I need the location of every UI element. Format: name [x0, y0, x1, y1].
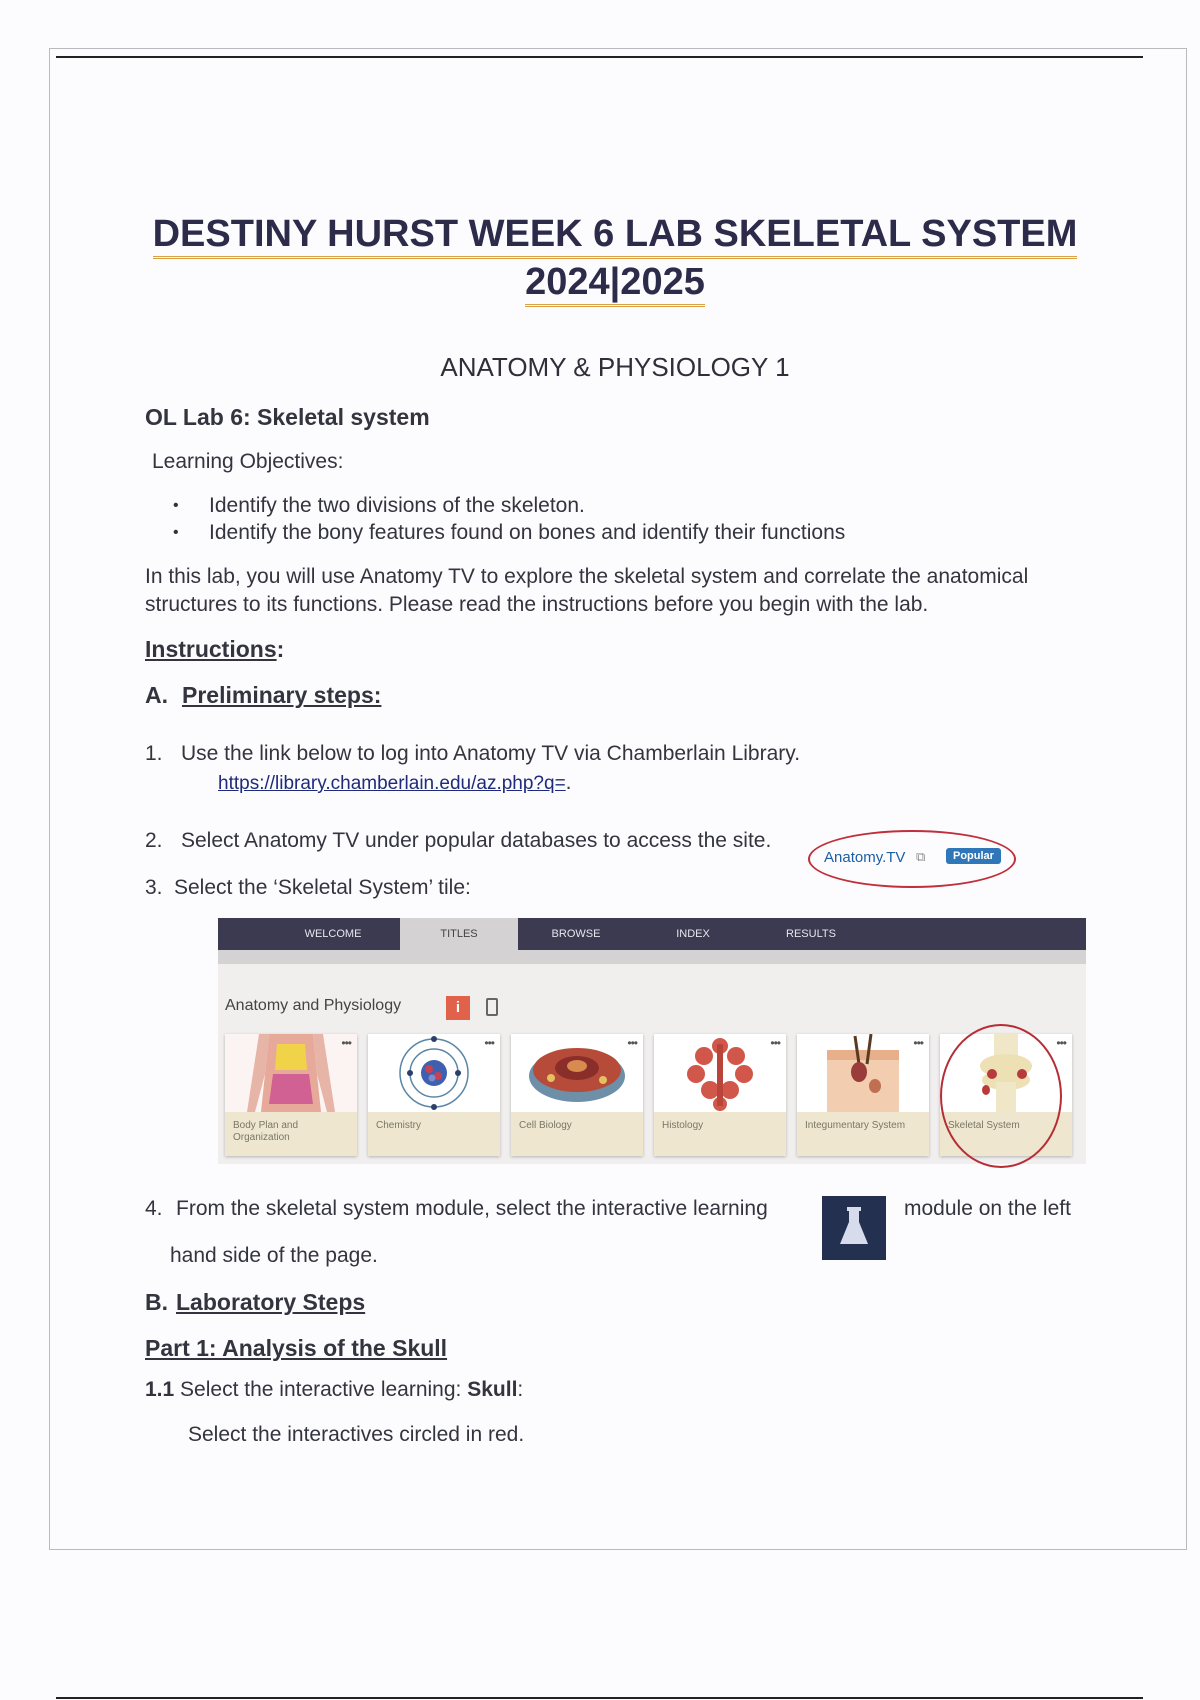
- part-1-note: Select the interactives circled in red.: [188, 1423, 525, 1446]
- highlight-circle: [940, 1024, 1062, 1168]
- tile-histology[interactable]: [654, 1034, 786, 1156]
- tile-chemistry[interactable]: [368, 1034, 500, 1156]
- bullet-icon: •: [173, 524, 179, 541]
- navbar-underline: [218, 950, 1086, 964]
- tile-label: Integumentary System: [797, 1112, 929, 1156]
- part-1-step-colon: :: [517, 1378, 524, 1401]
- step-3-text: Select the ‘Skeletal System’ tile:: [174, 876, 471, 899]
- step-2-num: 2.: [145, 829, 163, 852]
- tile-label: Skeletal System: [940, 1112, 1072, 1156]
- step-1-num: 1.: [145, 742, 163, 765]
- instructions-colon: :: [276, 636, 285, 662]
- objectives-heading: Learning Objectives:: [152, 450, 344, 473]
- library-link-row: [218, 771, 572, 795]
- tile-menu-icon[interactable]: •••: [1056, 1036, 1066, 1050]
- tile-menu-icon[interactable]: •••: [913, 1036, 923, 1050]
- skin-icon: [797, 1034, 929, 1112]
- atom-icon: [368, 1034, 500, 1112]
- step-4-num: 4.: [145, 1197, 163, 1220]
- section-b-letter: B.: [145, 1289, 168, 1315]
- info-button[interactable]: i: [446, 996, 470, 1020]
- tile-menu-icon[interactable]: •••: [341, 1036, 351, 1050]
- tile-cell-biology[interactable]: [511, 1034, 643, 1156]
- section-a-title: Preliminary steps:: [182, 682, 382, 708]
- part-1-step-skull: Skull: [467, 1378, 518, 1401]
- objective-item: Identify the bony features found on bones and identify their functions: [209, 521, 846, 544]
- nav-tab-titles[interactable]: TITLES: [400, 918, 518, 950]
- intro-line1: In this lab, you will use Anatomy TV to explore the skeletal system and correlate the anatomical: [145, 565, 1029, 588]
- section-b-title: Laboratory Steps: [176, 1289, 366, 1315]
- document-title: [60, 210, 1170, 306]
- part-1-step-num: 1.1: [145, 1378, 175, 1401]
- anatomy-tv-badge[interactable]: [808, 830, 1016, 888]
- nav-tab-welcome[interactable]: WELCOME: [304, 928, 362, 940]
- tile-label: Chemistry: [368, 1112, 500, 1156]
- part-1-step: [145, 1378, 523, 1402]
- step-4-text-right: module on the left: [904, 1197, 1071, 1220]
- tile-label: Body Plan and Organization: [225, 1112, 357, 1156]
- link-period: .: [565, 771, 572, 794]
- step-3-num: 3.: [145, 876, 163, 899]
- nav-tab-results[interactable]: RESULTS: [786, 928, 836, 940]
- instructions-heading: [145, 636, 284, 663]
- section-a-letter: A.: [145, 682, 168, 708]
- top-rule: [56, 56, 1143, 58]
- part-1-step-text: Select the interactive learning:: [180, 1378, 462, 1401]
- step-1-text: Use the link below to log into Anatomy TV via Chamberlain Library.: [181, 742, 801, 765]
- document-title-line2: 2024|2025: [525, 261, 705, 307]
- course-subtitle: ANATOMY & PHYSIOLOGY 1: [440, 352, 790, 382]
- step-4-text: From the skeletal system module, select the interactive learning: [176, 1197, 768, 1220]
- library-link[interactable]: https://library.chamberlain.edu/az.php?q=: [218, 773, 566, 794]
- lab-title: OL Lab 6: Skeletal system: [145, 404, 430, 430]
- part-1-title: Part 1: Analysis of the Skull: [145, 1335, 448, 1361]
- anatomy-tv-link[interactable]: Anatomy.TV: [824, 849, 906, 866]
- tile-label: Histology: [654, 1112, 786, 1156]
- document-title-line1: DESTINY HURST WEEK 6 LAB SKELETAL SYSTEM: [153, 213, 1078, 259]
- bottom-rule: [56, 1697, 1143, 1699]
- tissue-icon: [654, 1034, 786, 1112]
- nav-tab-index[interactable]: INDEX: [676, 928, 710, 940]
- external-link-icon: ⧉: [916, 849, 926, 864]
- instructions-heading-text: Instructions: [145, 636, 277, 662]
- tile-menu-icon[interactable]: •••: [627, 1036, 637, 1050]
- anatomy-physiology-heading: Anatomy and Physiology: [225, 997, 402, 1014]
- tile-body-plan[interactable]: [225, 1034, 357, 1156]
- step-4-text-continued: hand side of the page.: [170, 1244, 378, 1267]
- tile-integumentary[interactable]: [797, 1034, 929, 1156]
- intro-line2: structures to its functions. Please read the instructions before you begin with the lab.: [145, 593, 929, 616]
- flask-icon[interactable]: [822, 1196, 886, 1260]
- cell-icon: [511, 1034, 643, 1112]
- tile-label: Cell Biology: [511, 1112, 643, 1156]
- step-2-text: Select Anatomy TV under popular databases to access the site.: [181, 829, 772, 852]
- popular-tag: Popular: [946, 848, 1001, 864]
- tile-menu-icon[interactable]: •••: [770, 1036, 780, 1050]
- nav-tab-browse[interactable]: BROWSE: [551, 928, 601, 940]
- objective-item: Identify the two divisions of the skeleton.: [209, 494, 585, 517]
- mobile-icon[interactable]: [486, 998, 498, 1016]
- bullet-icon: •: [173, 497, 179, 514]
- tile-menu-icon[interactable]: •••: [484, 1036, 494, 1050]
- anatomy-tv-screenshot: [218, 918, 1086, 1164]
- torso-icon: [225, 1034, 357, 1112]
